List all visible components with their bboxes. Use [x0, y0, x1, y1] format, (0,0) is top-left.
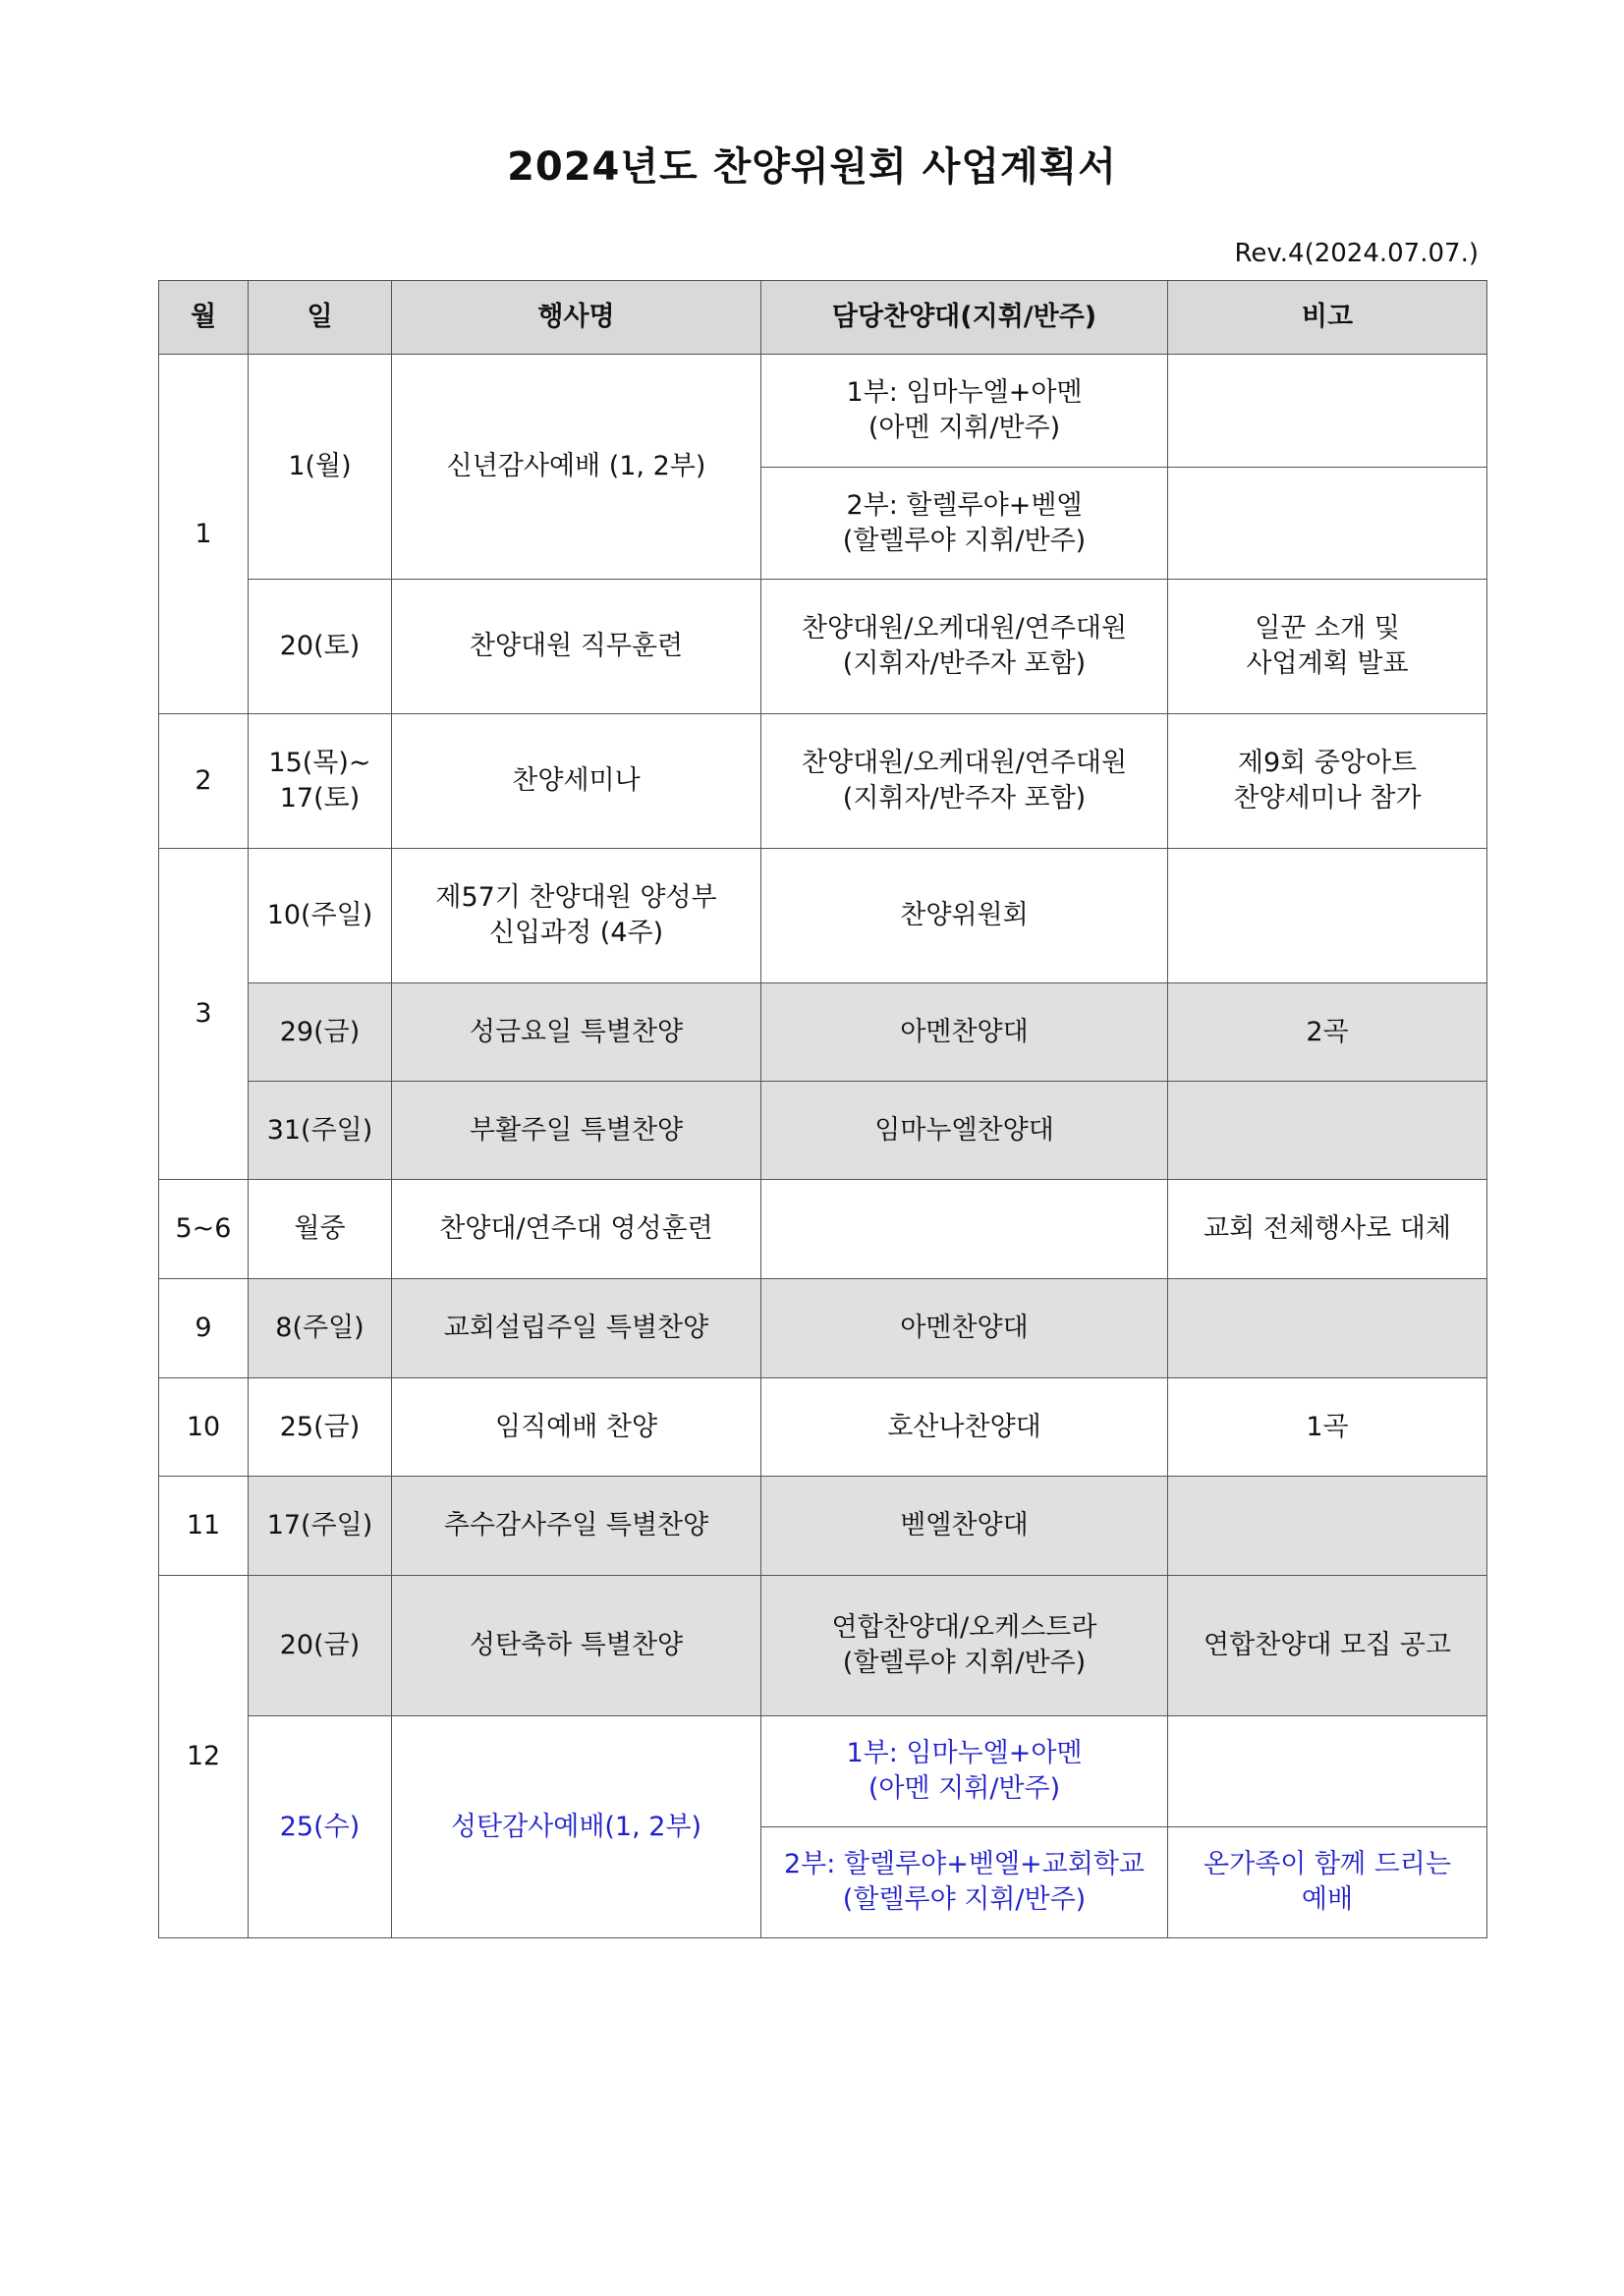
event-cell: 추수감사주일 특별찬양	[392, 1477, 761, 1576]
choir-cell	[761, 580, 1168, 714]
choir-line: 1부: 임마누엘+아멘	[846, 1738, 1083, 1768]
event-cell: 찬양세미나	[392, 714, 761, 849]
document-title: 2024년도 찬양위원회 사업계획서	[507, 144, 1117, 190]
note-cell: 1곡	[1168, 1378, 1487, 1477]
header-choir: 담당찬양대(지휘/반주)	[761, 281, 1168, 355]
choir-line: 연합찬양대/오케스트라	[831, 1612, 1097, 1643]
note-cell: 교회 전체행사로 대체	[1168, 1180, 1487, 1279]
note-line: 예배	[1301, 1884, 1354, 1915]
event-cell: 신년감사예배 (1, 2부)	[392, 355, 761, 580]
choir-cell: 아멘찬양대	[761, 983, 1168, 1082]
table-row	[159, 983, 1487, 1082]
event-cell: 성탄축하 특별찬양	[392, 1576, 761, 1716]
day-cell: 29(금)	[249, 983, 392, 1082]
choir-line: (지휘자/반주자 포함)	[842, 783, 1087, 813]
day-cell: 10(주일)	[249, 849, 392, 983]
table-row	[159, 1180, 1487, 1279]
plan-table	[158, 280, 1487, 1938]
day-cell: 20(토)	[249, 580, 392, 714]
month-cell: 9	[159, 1279, 249, 1378]
event-cell: 성금요일 특별찬양	[392, 983, 761, 1082]
revision-label: Rev.4(2024.07.07.)	[1234, 239, 1479, 268]
table-row	[159, 580, 1487, 714]
choir-cell	[761, 1827, 1168, 1938]
table-row	[159, 1477, 1487, 1576]
choir-line: 찬양대원/오케대원/연주대원	[801, 613, 1128, 644]
day-cell: 17(주일)	[249, 1477, 392, 1576]
choir-line: (아멘 지휘/반주)	[868, 1773, 1061, 1804]
choir-cell: 찬양위원회	[761, 849, 1168, 983]
note-cell	[1168, 1827, 1487, 1938]
note-cell	[1168, 1477, 1487, 1576]
note-cell	[1168, 1716, 1487, 1827]
day-cell: 월중	[249, 1180, 392, 1279]
choir-line: 1부: 임마누엘+아멘	[846, 377, 1083, 408]
event-cell: 임직예배 찬양	[392, 1378, 761, 1477]
day-line: 15(목)~	[268, 748, 371, 778]
table-row	[159, 849, 1487, 983]
choir-line: (할렐루야 지휘/반주)	[842, 1648, 1087, 1678]
month-cell: 2	[159, 714, 249, 849]
choir-line: (할렐루야 지휘/반주)	[842, 1884, 1087, 1915]
choir-line: 2부: 할렐루야+벧엘	[846, 489, 1083, 521]
event-line: 신입과정 (4주)	[488, 918, 664, 948]
event-cell: 성탄감사예배(1, 2부)	[392, 1716, 761, 1938]
note-line: 제9회 중앙아트	[1237, 748, 1418, 778]
note-cell	[1168, 714, 1487, 849]
note-cell	[1168, 1279, 1487, 1378]
note-cell: 2곡	[1168, 983, 1487, 1082]
month-cell: 10	[159, 1378, 249, 1477]
note-cell: 연합찬양대 모집 공고	[1168, 1576, 1487, 1716]
note-cell	[1168, 580, 1487, 714]
note-cell	[1168, 1082, 1487, 1180]
choir-cell: 임마누엘찬양대	[761, 1082, 1168, 1180]
day-cell: 20(금)	[249, 1576, 392, 1716]
choir-line: (할렐루야 지휘/반주)	[842, 525, 1087, 556]
choir-line: (아멘 지휘/반주)	[868, 413, 1061, 443]
table-row	[159, 1716, 1487, 1827]
header-event: 행사명	[392, 281, 761, 355]
choir-cell	[761, 468, 1168, 580]
note-cell	[1168, 468, 1487, 580]
month-cell: 11	[159, 1477, 249, 1576]
day-cell: 25(수)	[249, 1716, 392, 1938]
choir-cell: 호산나찬양대	[761, 1378, 1168, 1477]
table-row	[159, 714, 1487, 849]
day-cell	[249, 714, 392, 849]
note-line: 사업계획 발표	[1246, 648, 1409, 679]
choir-line: (지휘자/반주자 포함)	[842, 648, 1087, 679]
table-header-row	[159, 281, 1487, 355]
note-line: 일꾼 소개 및	[1255, 613, 1400, 644]
month-cell: 12	[159, 1576, 249, 1938]
month-cell: 3	[159, 849, 249, 1180]
note-line: 찬양세미나 참가	[1233, 783, 1422, 813]
choir-cell	[761, 1180, 1168, 1279]
header-note: 비고	[1168, 281, 1487, 355]
choir-cell	[761, 355, 1168, 468]
month-cell: 5~6	[159, 1180, 249, 1279]
day-cell: 25(금)	[249, 1378, 392, 1477]
table-row	[159, 1082, 1487, 1180]
event-line: 제57기 찬양대원 양성부	[435, 882, 717, 913]
month-cell: 1	[159, 355, 249, 714]
table-row	[159, 1279, 1487, 1378]
day-cell: 8(주일)	[249, 1279, 392, 1378]
note-cell	[1168, 355, 1487, 468]
day-cell: 1(월)	[249, 355, 392, 580]
choir-cell	[761, 1716, 1168, 1827]
header-month: 월	[159, 281, 249, 355]
event-cell: 부활주일 특별찬양	[392, 1082, 761, 1180]
choir-cell: 벧엘찬양대	[761, 1477, 1168, 1576]
choir-line: 찬양대원/오케대원/연주대원	[801, 748, 1128, 778]
table-row	[159, 355, 1487, 468]
choir-line: 2부: 할렐루야+벧엘+교회학교	[783, 1849, 1145, 1879]
table-row	[159, 1378, 1487, 1477]
event-cell	[392, 849, 761, 983]
day-line: 17(토)	[279, 783, 361, 813]
day-cell: 31(주일)	[249, 1082, 392, 1180]
choir-cell	[761, 714, 1168, 849]
header-day: 일	[249, 281, 392, 355]
table-row	[159, 1576, 1487, 1716]
event-cell: 찬양대/연주대 영성훈련	[392, 1180, 761, 1279]
choir-cell	[761, 1576, 1168, 1716]
note-cell	[1168, 849, 1487, 983]
choir-cell: 아멘찬양대	[761, 1279, 1168, 1378]
event-cell: 찬양대원 직무훈련	[392, 580, 761, 714]
event-cell: 교회설립주일 특별찬양	[392, 1279, 761, 1378]
note-line: 온가족이 함께 드리는	[1204, 1849, 1451, 1879]
